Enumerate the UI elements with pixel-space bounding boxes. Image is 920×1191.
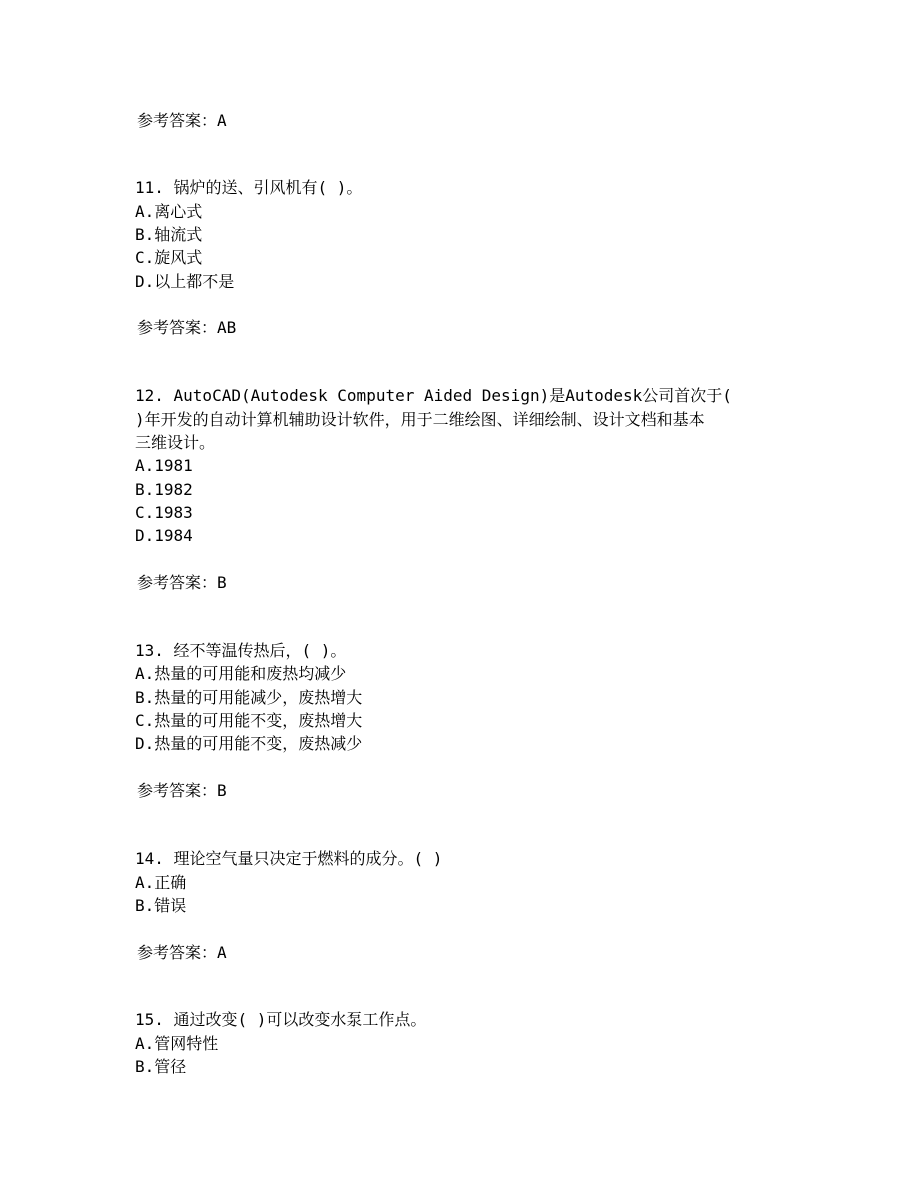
q15-option-a: A.管网特性 — [135, 1034, 219, 1053]
q11-answer: 参考答案：AB — [137, 318, 237, 337]
q11-option-a: A.离心式 — [135, 202, 203, 221]
q14-answer: 参考答案：A — [137, 943, 227, 962]
q13-option-d: D.热量的可用能不变，废热减少 — [135, 734, 363, 753]
q12-stem-line-3: 三维设计。 — [135, 433, 216, 452]
q11-option-d: D.以上都不是 — [135, 272, 235, 291]
q13-answer: 参考答案：B — [137, 781, 227, 800]
q12-option-c: C.1983 — [135, 503, 193, 522]
q12-stem-line-2: )年开发的自动计算机辅助设计软件，用于二维绘图、详细绘制、设计文档和基本 — [135, 410, 705, 429]
q11-option-c: C.旋风式 — [135, 248, 203, 267]
q12-answer: 参考答案：B — [137, 573, 227, 592]
q12-option-a: A.1981 — [135, 456, 193, 475]
q12-stem-line-1: 12. AutoCAD(Autodesk Computer Aided Design)是Autodesk公司首次于( — [135, 386, 732, 405]
q12-option-b: B.1982 — [135, 480, 193, 499]
q14-option-a: A.正确 — [135, 873, 187, 892]
q12-option-d: D.1984 — [135, 526, 193, 545]
q15-stem-line-1: 15. 通过改变( )可以改变水泵工作点。 — [135, 1010, 427, 1029]
q11-stem-line-1: 11. 锅炉的送、引风机有( )。 — [135, 178, 363, 197]
q13-option-a: A.热量的可用能和废热均减少 — [135, 664, 347, 683]
answer-prev: 参考答案：A — [137, 111, 227, 130]
q11-option-b: B.轴流式 — [135, 225, 203, 244]
q14-option-b: B.错误 — [135, 896, 187, 915]
q14-stem-line-1: 14. 理论空气量只决定于燃料的成分。( ) — [135, 849, 443, 868]
q13-option-c: C.热量的可用能不变，废热增大 — [135, 711, 363, 730]
q15-option-b: B.管径 — [135, 1057, 187, 1076]
q13-option-b: B.热量的可用能减少，废热增大 — [135, 688, 363, 707]
q13-stem-line-1: 13. 经不等温传热后，( )。 — [135, 641, 347, 660]
